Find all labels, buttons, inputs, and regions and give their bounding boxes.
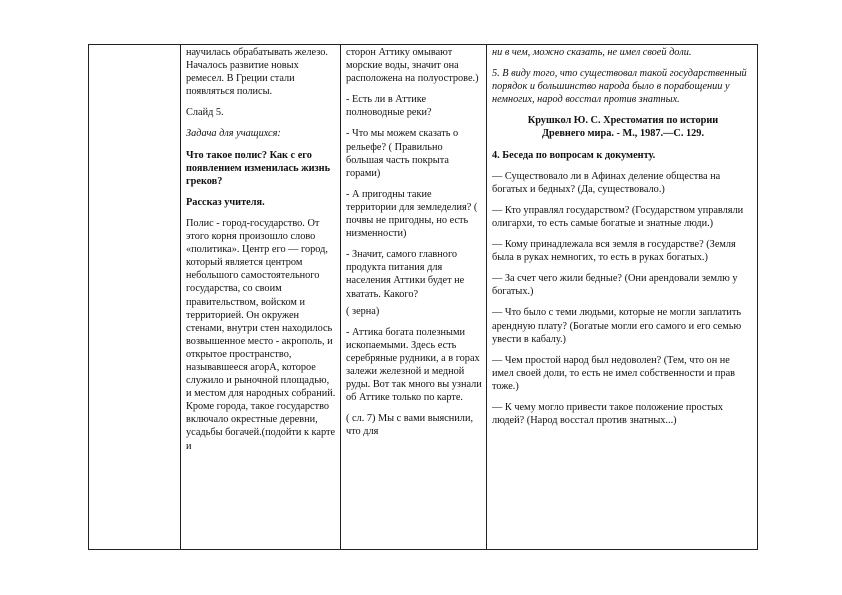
table-top-border [88, 44, 758, 45]
discussion-question: — Существовало ли в Афинах деление общества на богатых и бедных? (Да, существовало.) [492, 170, 721, 195]
task-question: Что такое полис? Как с его появлением изменилась жизнь греков? [186, 149, 331, 187]
polis-explanation: Полис - город-государство. От этого корня произошло слово «политика». Центр его — город, который является центром небольшого самостоятельного государства, со своим правительством, войском и территорией. Он окружен стенами, внутри стен находилось возвышенное место - акрополь, и открытое пространство, называвшееся агорА, которое служило и рыночной площадью, и местом для народных собраний. Кроме города, такое государство включало окрестные деревни, усадьбы богачей.(подойти к карте и [186, 217, 336, 452]
column-divider-2 [340, 44, 341, 550]
table-bottom-border [88, 549, 758, 550]
teacher-story-heading: Рассказ учителя. [186, 196, 265, 208]
question-farming: - А пригодны такие территории для земледелия? ( почвы не пригодны, но есть низменности) [346, 188, 478, 240]
task-heading: Задача для учащихся: [186, 128, 281, 140]
question-food: - Значит, самого главного продукта питания для населения Аттики будет не хватать. Какого? [346, 249, 465, 300]
answer-grain: ( зерна) [346, 305, 380, 317]
lesson-column-2 [346, 46, 482, 446]
slide-label: Слайд 5. [186, 107, 224, 119]
question-relief: - Что мы можем сказать о рельефе? ( Правильно большая часть покрыта горами) [346, 128, 459, 179]
lesson-column-3 [492, 46, 754, 435]
discussion-question: — Кто управлял государством? (Государством управляли олигархи, то есть самые богатые и знатные люди.) [492, 204, 744, 229]
discussion-question: — За счет чего жили бедные? (Они арендовали землю у богатых.) [492, 273, 738, 298]
lesson-column-1 [186, 46, 336, 461]
discussion-question: — Кому принадлежала вся земля в государстве? (Земля была в руках немногих, то есть в руках богатых.) [492, 239, 736, 264]
discussion-question: — Что было с теми людьми, которые не могли заплатить арендную плату? (Богатые могли его самого и его семью увести в кабалу.) [492, 307, 742, 345]
question-rivers: - Есть ли в Аттике полноводные реки? [346, 94, 432, 119]
table-border-left [88, 44, 89, 550]
slide-7-text: ( сл. 7) Мы с вами выяснили, что для [346, 413, 474, 438]
discussion-heading: 4. Беседа по вопросам к документу. [492, 149, 656, 161]
table-border-right [757, 44, 758, 550]
source-citation-line-2: Древнего мира. - М., 1987.—С. 129. [541, 128, 705, 140]
document-quote-point-5: 5. В виду того, что существовал такой государственный порядок и большинство народа было в порабощении у немногих, народ восстал против знатных. [492, 68, 747, 106]
text-paragraph: научилась обрабатывать железо. Началось развитие новых ремесел. В Греции стали появляться полисы. [186, 47, 328, 98]
source-citation-line-1: Крушкол Ю. С. Хрестоматия по истории [527, 115, 719, 127]
column-divider-1 [180, 44, 181, 550]
discussion-question: — К чему могло привести такое положение простых людей? (Народ восстал против знатных...) [492, 401, 724, 427]
text-paragraph: сторон Аттику омывают морские воды, значит она расположена на полуострове.) [346, 47, 479, 85]
discussion-question: — Чем простой народ был недоволен? (Тем, что он не имел своей доли, то есть не имел собственности и прав тоже.) [492, 354, 736, 392]
attica-minerals: - Аттика богата полезными ископаемыми. Здесь есть серебряные рудники, а в горах залежи железной и медной руды. Вот так много вы узнали об Аттике только по карте. [346, 326, 482, 404]
document-quote-end: ни в чем, можно сказать, не имел своей доли. [492, 47, 692, 58]
column-divider-3 [486, 44, 487, 550]
